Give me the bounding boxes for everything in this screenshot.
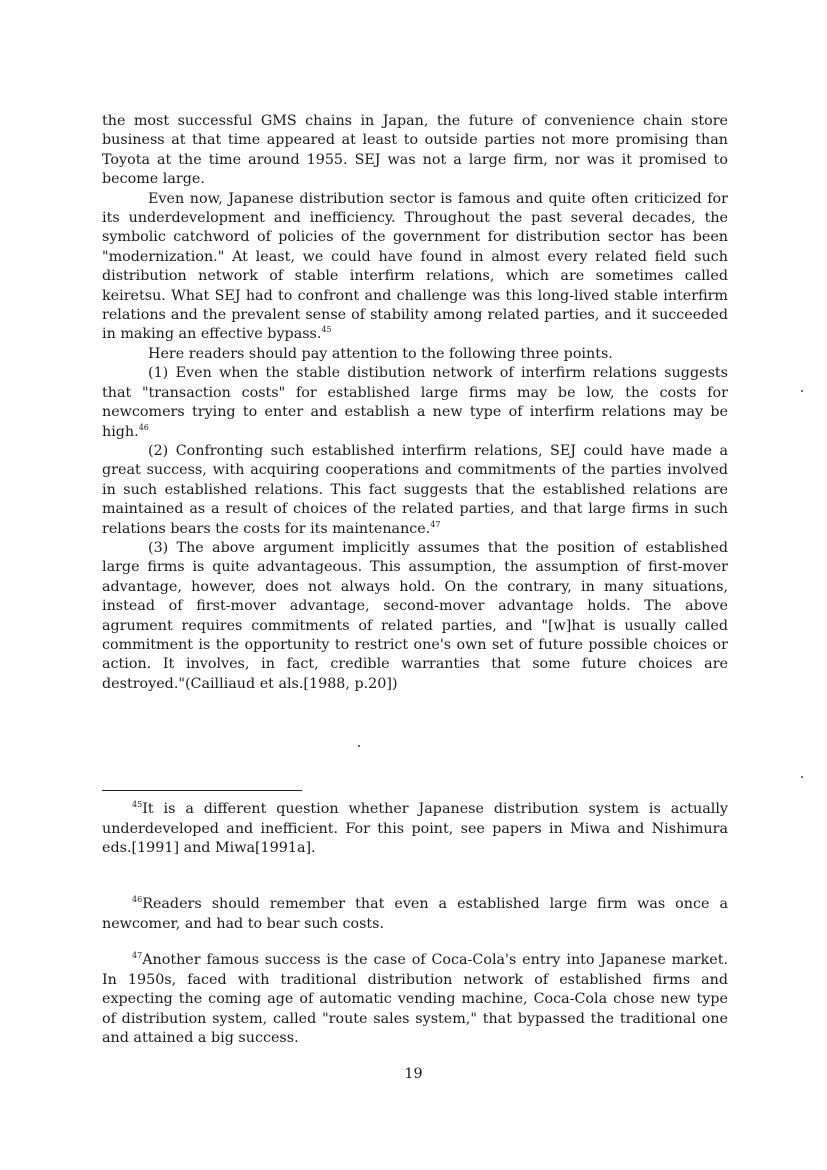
footnote-mark: 47	[132, 951, 143, 961]
footnote-46	[102, 895, 728, 934]
footnote-text: It is a different question whether Japanese distribution system is actually underdeveloped and inefficient. For this point, see papers in Miwa and Nishimura eds.[1991] and Miwa[1991a].	[102, 801, 728, 857]
footnote-mark: 46	[132, 895, 143, 905]
footnote-47	[102, 951, 728, 1049]
scan-speck	[801, 776, 803, 778]
page-number: 19	[404, 1066, 423, 1082]
footnote-separator	[102, 790, 302, 791]
footnote-45	[102, 800, 728, 859]
point-text: (2) Confronting such established interfirm relations, SEJ could have made a great success, with acquiring cooperations and commitments of the parties involved in such established relations. This fact suggests that the established relations are maintained as a result of choices of the related parties, and that large firms in such relations bears the costs for its maintenance.	[102, 442, 728, 537]
paragraph-continued: the most successful GMS chains in Japan, the future of convenience chain store business at that time appeared at least to outside parties not more promising than Toyota at the time around 1955. SEJ was not a large firm, nor was it promised to become large.	[102, 113, 728, 188]
point-1	[102, 364, 728, 442]
footnote-mark: 45	[132, 800, 143, 810]
footnote-ref-47: 47	[430, 519, 441, 529]
footnote-text: Readers should remember that even a established large firm was once a newcomer, and had to bear such costs.	[102, 896, 728, 932]
footnote-ref-45: 45	[321, 325, 332, 335]
paragraph-three-points: Here readers should pay attention to the following three points.	[148, 345, 613, 362]
paragraph-distribution-sector	[102, 190, 728, 345]
point-text: (1) Even when the stable distibution network of interfirm relations suggests that "transaction costs" for established large firms may be low, the costs for newcomers trying to enter and establish a new type of interfirm relations may be high.	[102, 365, 728, 440]
footnote-ref-46: 46	[138, 422, 149, 432]
point-3: (3) The above argument implicitly assumes that the position of established large firms is quite advantageous. This assumption, the assumption of first-mover advantage, however, does not always hold. On the contrary, in many situations, instead of first-mover advantage, second-mover advantage holds. The above agrument requires commitments of related parties, and "[w]hat is usually called commitment is the opportunity to restrict one's own set of future possible choices or action. It involves, in fact, credible warranties that some future choices are destroyed."(Cailliaud et als.[1988, p.20])	[102, 539, 728, 692]
scan-speck	[358, 745, 360, 747]
point-2	[102, 442, 728, 539]
main-text	[102, 112, 728, 694]
paragraph-text: Even now, Japanese distribution sector is famous and quite often criticized for its underdevelopment and inefficiency. Throughout the past several decades, the symbolic catchword of policies of the government for distribution sector has been "modernization." At least, we could have found in almost every related field such distribution network of stable interfirm relations, which are sometimes called keiretsu. What SEJ had to confront and challenge was this long-lived stable interfirm relations and the prevalent sense of stability among related parties, and it succeeded in making an effective bypass.	[102, 190, 728, 343]
footnote-text: Another famous success is the case of Coca-Cola's entry into Japanese market. In 1950s, faced with traditional distribution network of established firms and expecting the coming age of automatic vending machine, Coca-Cola chose new type of distribution system, called "route sales system," that bypassed the traditional one and attained a big success.	[102, 952, 728, 1047]
scan-speck	[801, 390, 803, 392]
